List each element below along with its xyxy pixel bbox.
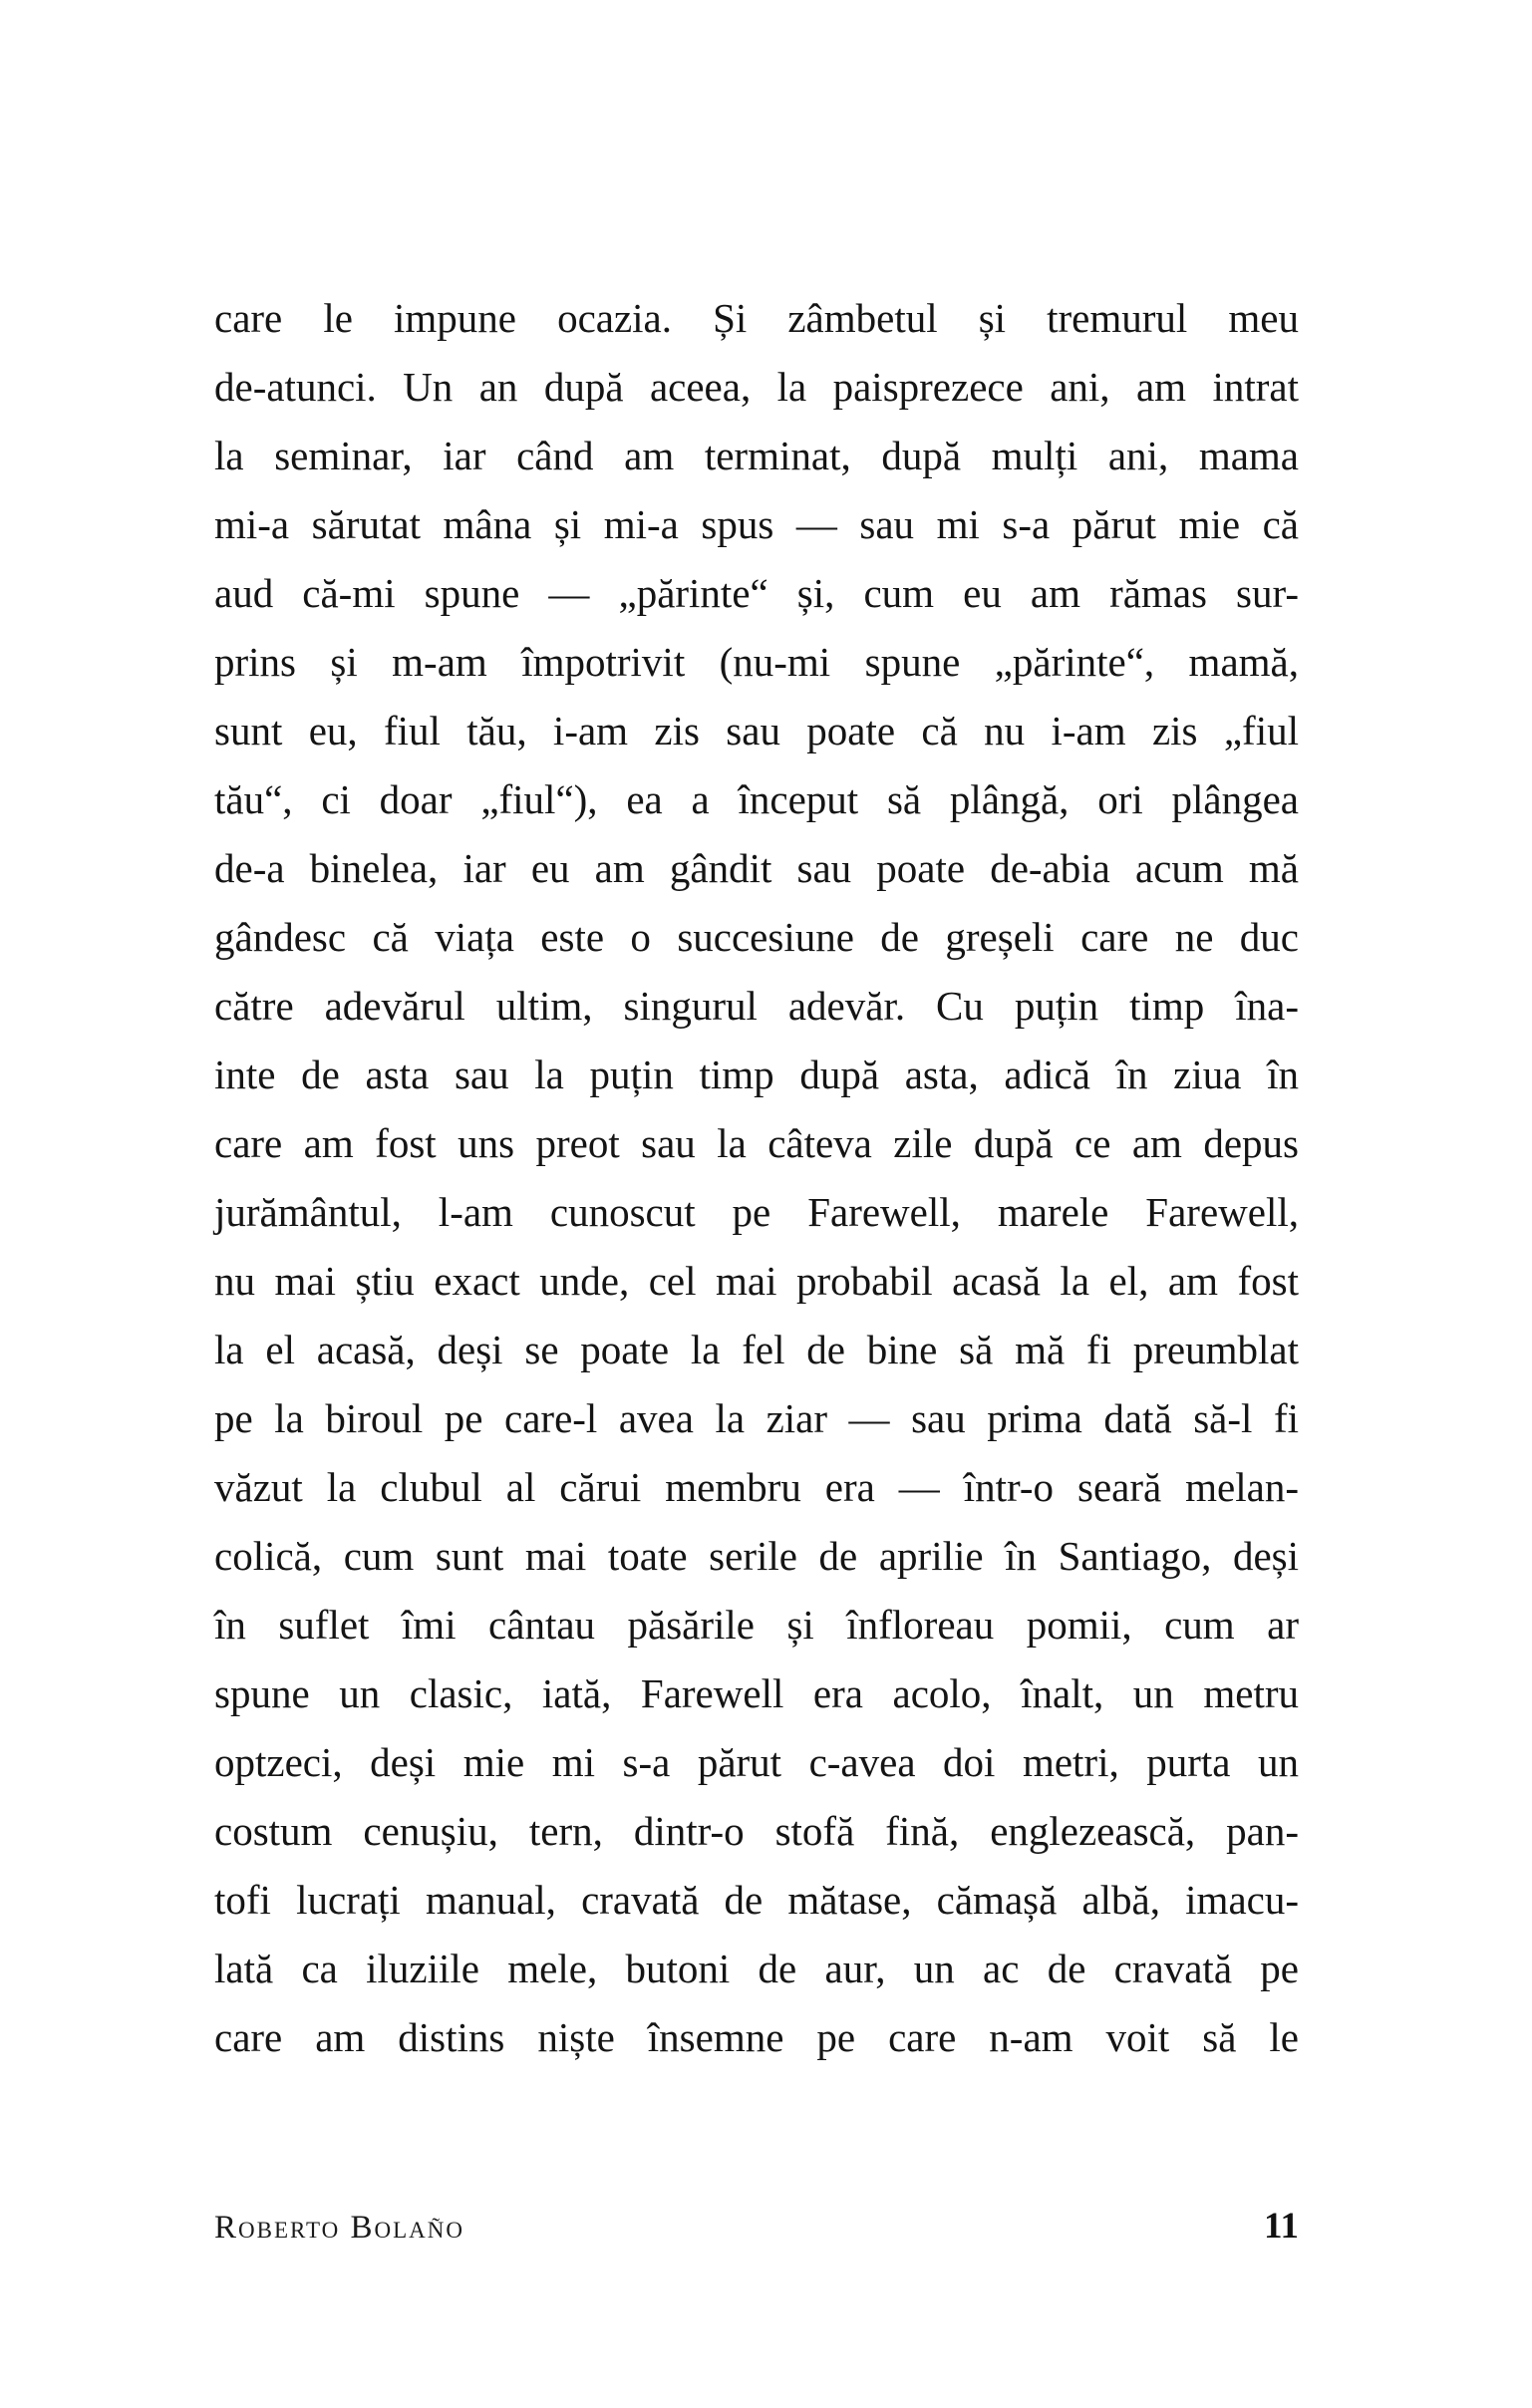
- text-line: la seminar, iar când am terminat, după mulți ani, mama: [214, 433, 1299, 478]
- text-line: către adevărul ultim, singurul adevăr. Cu puțin timp îna-: [214, 983, 1299, 1029]
- text-line: prins și m-am împotrivit (nu-mi spune „părinte“, mamă,: [214, 639, 1299, 685]
- text-line: în suflet îmi cântau păsările și înfloreau pomii, cum ar: [214, 1602, 1299, 1648]
- text-line: gândesc că viața este o succesiune de greșeli care ne duc: [214, 914, 1299, 960]
- text-line: spune un clasic, iată, Farewell era acolo, înalt, un metru: [214, 1670, 1299, 1716]
- text-line: care am fost uns preot sau la câteva zile după ce am depus: [214, 1120, 1299, 1166]
- text-line: costum cenușiu, tern, dintr-o stofă fină, englezească, pan-: [214, 1808, 1299, 1854]
- text-line: de-atunci. Un an după aceea, la paisprezece ani, am intrat: [214, 364, 1299, 410]
- text-line: jurământul, l-am cunoscut pe Farewell, marele Farewell,: [214, 1189, 1299, 1235]
- text-line: lată ca iluziile mele, butoni de aur, un ac de cravată pe: [214, 1946, 1299, 1991]
- text-line: de-a binelea, iar eu am gândit sau poate de-abia acum mă: [214, 845, 1299, 891]
- page-footer: [214, 2205, 1299, 2248]
- text-line: văzut la clubul al cărui membru era — într-o seară melan-: [214, 1464, 1299, 1510]
- text-line: la el acasă, deși se poate la fel de bine să mă fi preumblat: [214, 1327, 1299, 1372]
- text-line: tofi lucrați manual, cravată de mătase, cămașă albă, imacu-: [214, 1877, 1299, 1923]
- text-line: care le impune ocazia. Și zâmbetul și tremurul meu: [214, 295, 1299, 341]
- text-line: mi-a sărutat mâna și mi-a spus — sau mi s-a părut mie că: [214, 501, 1299, 547]
- text-line: nu mai știu exact unde, cel mai probabil acasă la el, am fost: [214, 1258, 1299, 1304]
- text-line: aud că-mi spune — „părinte“ și, cum eu am rămas sur-: [214, 570, 1299, 616]
- text-line: sunt eu, fiul tău, i-am zis sau poate că nu i-am zis „fiul: [214, 708, 1299, 753]
- text-line: pe la biroul pe care-l avea la ziar — sau prima dată să-l fi: [214, 1395, 1299, 1441]
- text-line: care am distins niște însemne pe care n-am voit să le: [214, 2014, 1299, 2060]
- body-text: [214, 284, 1299, 2072]
- text-line: optzeci, deși mie mi s-a părut c-avea doi metri, purta un: [214, 1739, 1299, 1785]
- text-line: inte de asta sau la puțin timp după asta, adică în ziua în: [214, 1052, 1299, 1097]
- page-number: 11: [1264, 2206, 1299, 2247]
- text-line: colică, cum sunt mai toate serile de aprilie în Santiago, deși: [214, 1533, 1299, 1579]
- text-line: tău“, ci doar „fiul“), ea a început să plângă, ori plângea: [214, 776, 1299, 822]
- footer-author: Roberto Bolaño: [214, 2210, 464, 2246]
